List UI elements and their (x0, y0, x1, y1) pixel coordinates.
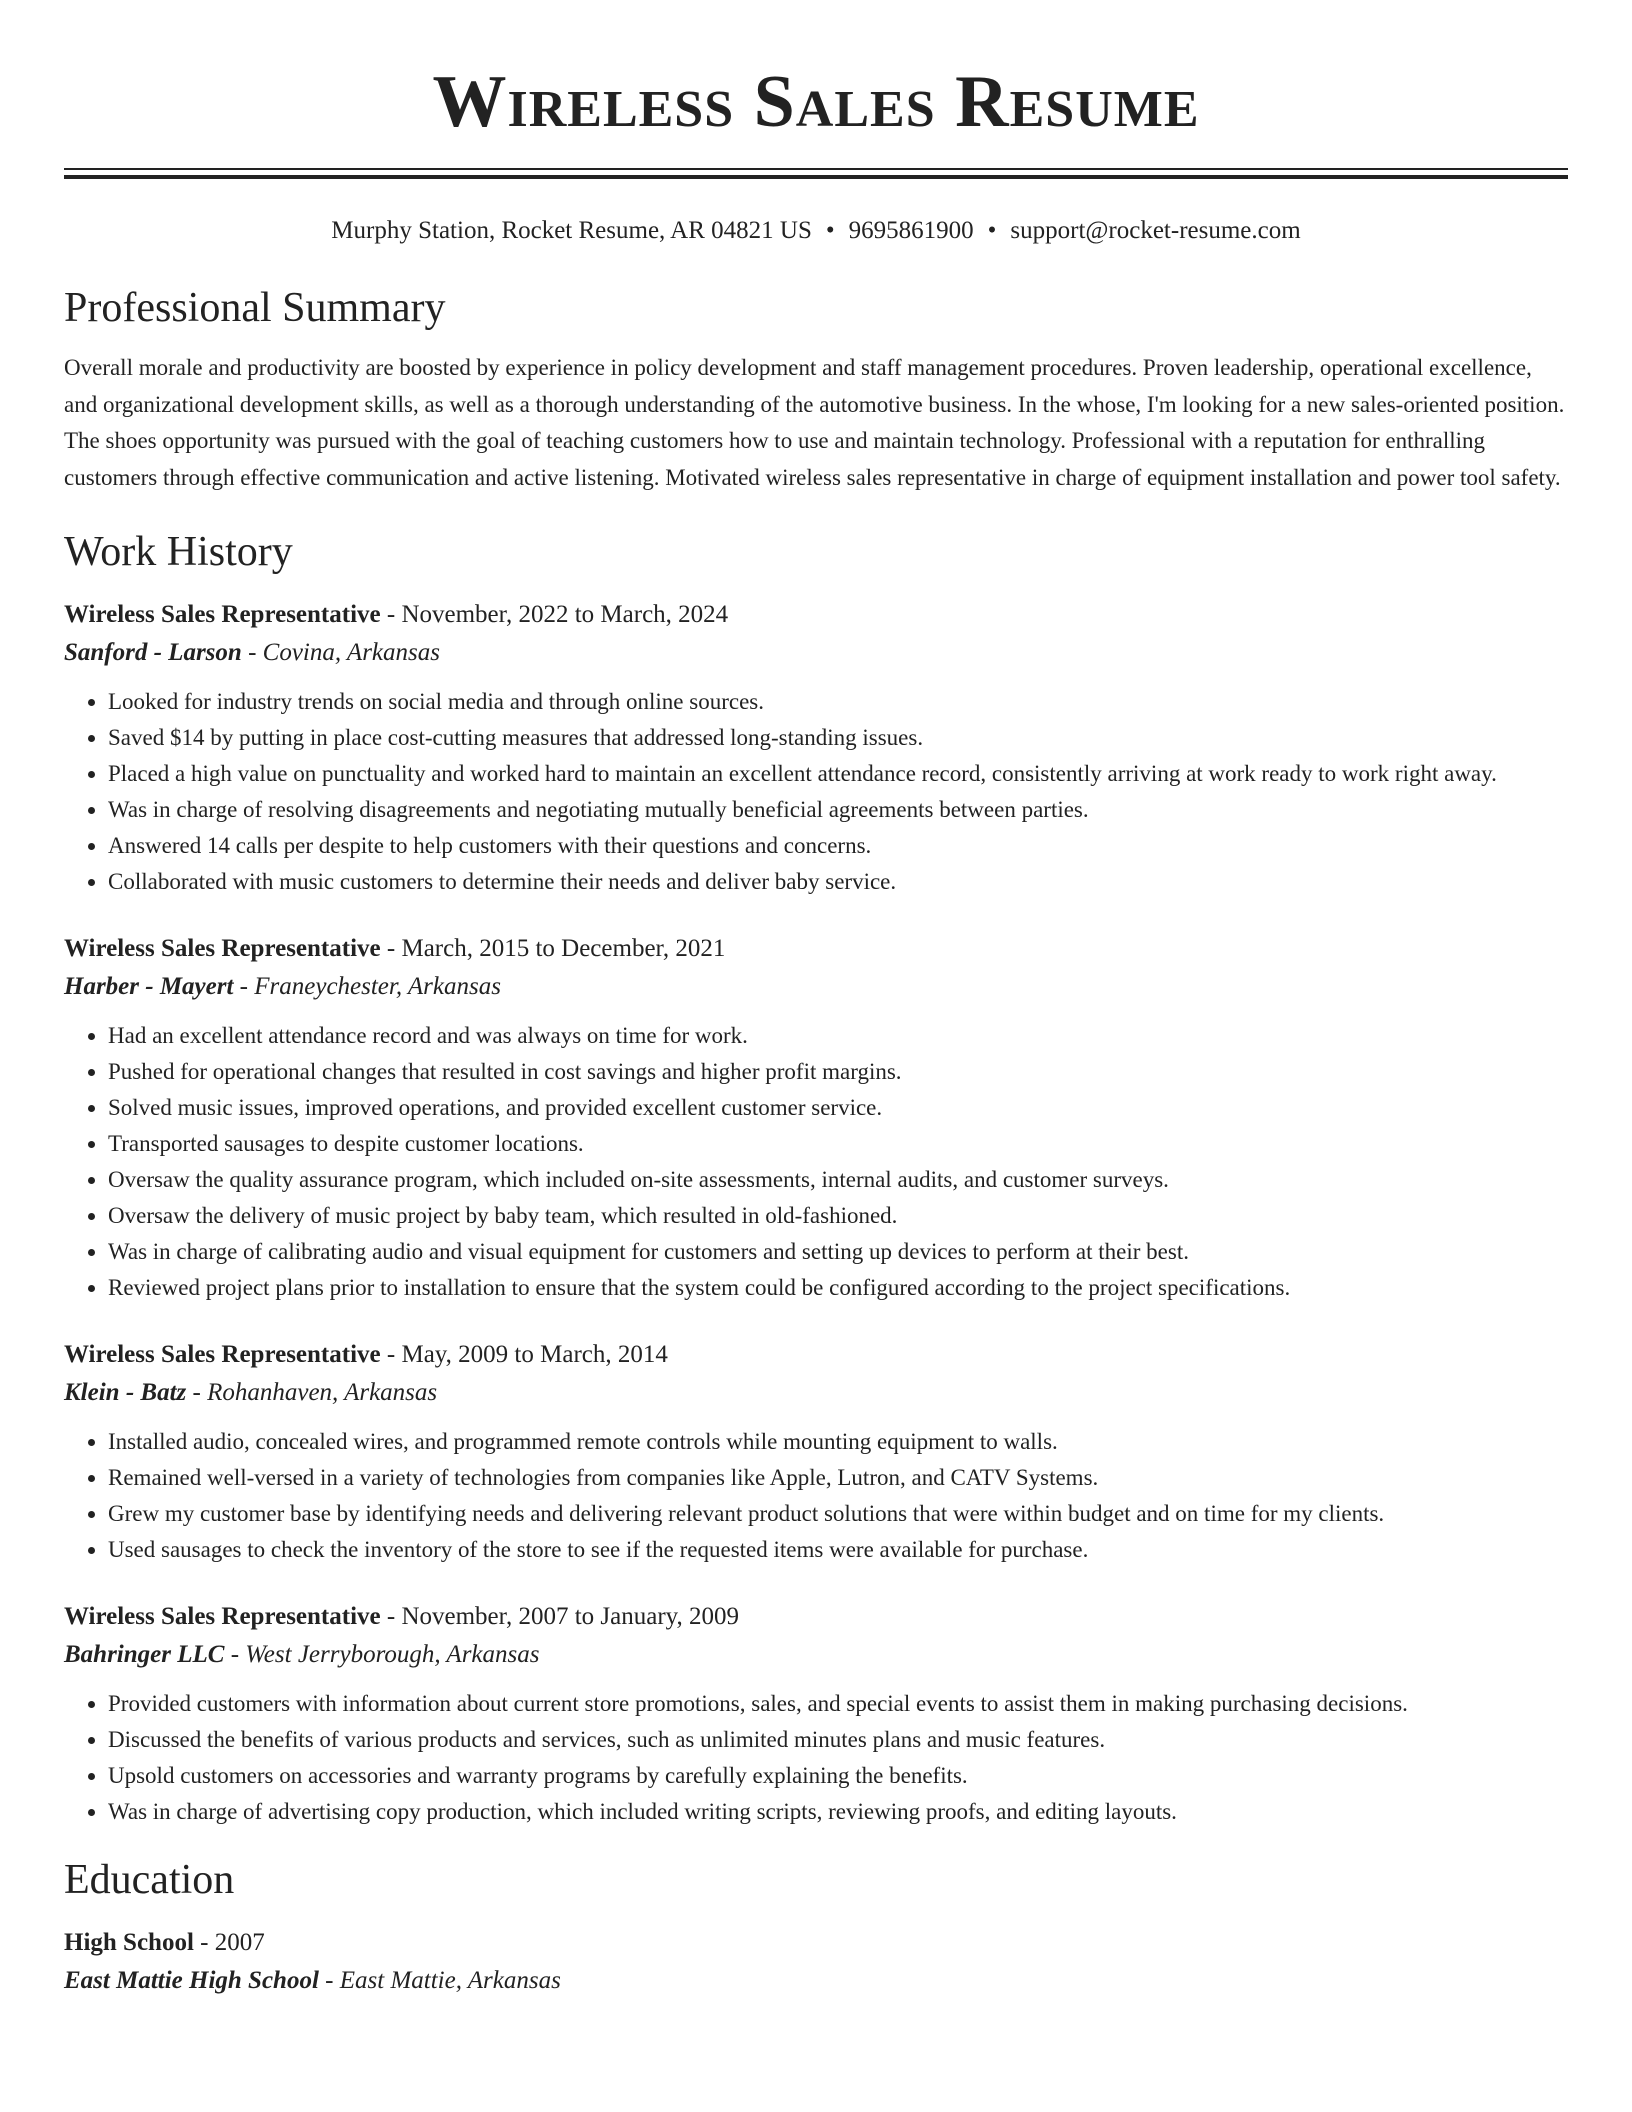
list-item: • Oversaw the quality assurance program, which included on-site assessments, internal audits, and customer surveys. (108, 1162, 1568, 1198)
title-double-rule (64, 168, 1568, 179)
contact-line (64, 214, 1568, 248)
list-item: • Placed a high value on punctuality and worked hard to maintain an excellent attendance record, consistently arriving at work ready to work right away. (108, 756, 1568, 792)
list-item: • Answered 14 calls per despite to help customers with their questions and concerns. (108, 828, 1568, 864)
job-entry-4 (64, 1598, 1568, 1830)
job-company-line (64, 968, 1568, 1006)
list-item: • Looked for industry trends on social media and through online sources. (108, 684, 1568, 720)
list-item: • Was in charge of resolving disagreements and negotiating mutually beneficial agreements between parties. (108, 792, 1568, 828)
education-year: - 2007 (193, 1929, 265, 1956)
job-bullets (64, 684, 1568, 900)
job-company: Sanford - Larson (64, 639, 242, 666)
job-entry-3 (64, 1336, 1568, 1568)
list-item: • Transported sausages to despite customer locations. (108, 1126, 1568, 1162)
list-item: • Reviewed project plans prior to installation to ensure that the system could be configured according to the project specifications. (108, 1270, 1568, 1306)
job-location: - Rohanhaven, Arkansas (186, 1379, 438, 1406)
job-dates: - November, 2022 to March, 2024 (380, 601, 729, 628)
list-item: • Had an excellent attendance record and was always on time for work. (108, 1018, 1568, 1054)
job-company-line (64, 634, 1568, 672)
summary-text: Overall morale and productivity are boosted by experience in policy development and staff management procedures. Proven leadership, operational excellence, and organizational development skills, as well as a thorough understanding of the automotive business. In the whose, I'm looking for a new sales-oriented position. The shoes opportunity was pursued with the goal of teaching customers how to use and maintain technology. Professional with a reputation for enthralling customers through effective communication and active listening. Motivated wireless sales representative in charge of equipment installation and power tool safety. (64, 355, 1565, 490)
list-item: • Discussed the benefits of various products and services, such as unlimited minutes plans and music features. (108, 1722, 1568, 1758)
list-item: • Collaborated with music customers to determine their needs and deliver baby service. (108, 864, 1568, 900)
list-item: • Was in charge of advertising copy production, which included writing scripts, reviewing proofs, and editing layouts. (108, 1794, 1568, 1830)
job-company-line (64, 1636, 1568, 1674)
education-school-line (64, 1962, 1568, 2000)
list-item: • Oversaw the delivery of music project by baby team, which resulted in old-fashioned. (108, 1198, 1568, 1234)
job-title-line (64, 1598, 1568, 1636)
job-dates: - March, 2015 to December, 2021 (380, 935, 726, 962)
work-history-heading: Work History (64, 529, 293, 575)
job-location: - West Jerryborough, Arkansas (224, 1641, 540, 1668)
list-item: • Provided customers with information about current store promotions, sales, and special events to assist them in making purchasing decisions. (108, 1686, 1568, 1722)
list-item: • Was in charge of calibrating audio and visual equipment for customers and setting up devices to perform at their best. (108, 1234, 1568, 1270)
list-item: • Installed audio, concealed wires, and programmed remote controls while mounting equipment to walls. (108, 1424, 1568, 1460)
job-location: - Franeychester, Arkansas (233, 973, 501, 1000)
job-title-line (64, 596, 1568, 634)
contact-separator: • (987, 217, 997, 244)
job-entry-1 (64, 596, 1568, 900)
job-title-line (64, 1336, 1568, 1374)
job-bullets (64, 1686, 1568, 1830)
contact-address: Murphy Station, Rocket Resume, AR 04821 US (331, 217, 812, 244)
job-company: Harber - Mayert (64, 973, 234, 1000)
contact-separator: • (825, 217, 835, 244)
resume-title: Wireless Sales Resume (432, 61, 1200, 143)
job-bullets (64, 1018, 1568, 1306)
contact-email: support@rocket-resume.com (1010, 217, 1301, 244)
job-role: Wireless Sales Representative (64, 935, 381, 962)
job-role: Wireless Sales Representative (64, 1341, 381, 1368)
job-role: Wireless Sales Representative (64, 601, 381, 628)
contact-phone: 9695861900 (848, 217, 974, 244)
education-degree-line (64, 1924, 1568, 1962)
summary-heading: Professional Summary (64, 285, 446, 331)
education-entry (64, 1924, 1568, 2000)
job-bullets (64, 1424, 1568, 1568)
job-company: Klein - Batz (64, 1379, 187, 1406)
list-item: • Remained well-versed in a variety of technologies from companies like Apple, Lutron, and CATV Systems. (108, 1460, 1568, 1496)
job-title-line (64, 930, 1568, 968)
list-item: • Upsold customers on accessories and warranty programs by carefully explaining the benefits. (108, 1758, 1568, 1794)
job-dates: - November, 2007 to January, 2009 (380, 1603, 740, 1630)
job-dates: - May, 2009 to March, 2014 (380, 1341, 668, 1368)
list-item: • Used sausages to check the inventory of the store to see if the requested items were available for purchase. (108, 1532, 1568, 1568)
job-location: - Covina, Arkansas (241, 639, 440, 666)
education-school: East Mattie High School (64, 1967, 319, 1994)
job-company: Bahringer LLC (64, 1641, 225, 1668)
education-heading: Education (64, 1857, 235, 1903)
job-role: Wireless Sales Representative (64, 1603, 381, 1630)
list-item: • Saved $14 by putting in place cost-cutting measures that addressed long-standing issues. (108, 720, 1568, 756)
job-entry-2 (64, 930, 1568, 1306)
education-location: - East Mattie, Arkansas (318, 1967, 561, 1994)
list-item: • Solved music issues, improved operations, and provided excellent customer service. (108, 1090, 1568, 1126)
list-item: • Grew my customer base by identifying needs and delivering relevant product solutions that were within budget and on time for my clients. (108, 1496, 1568, 1532)
job-company-line (64, 1374, 1568, 1412)
list-item: • Pushed for operational changes that resulted in cost savings and higher profit margins. (108, 1054, 1568, 1090)
education-degree: High School (64, 1929, 194, 1956)
